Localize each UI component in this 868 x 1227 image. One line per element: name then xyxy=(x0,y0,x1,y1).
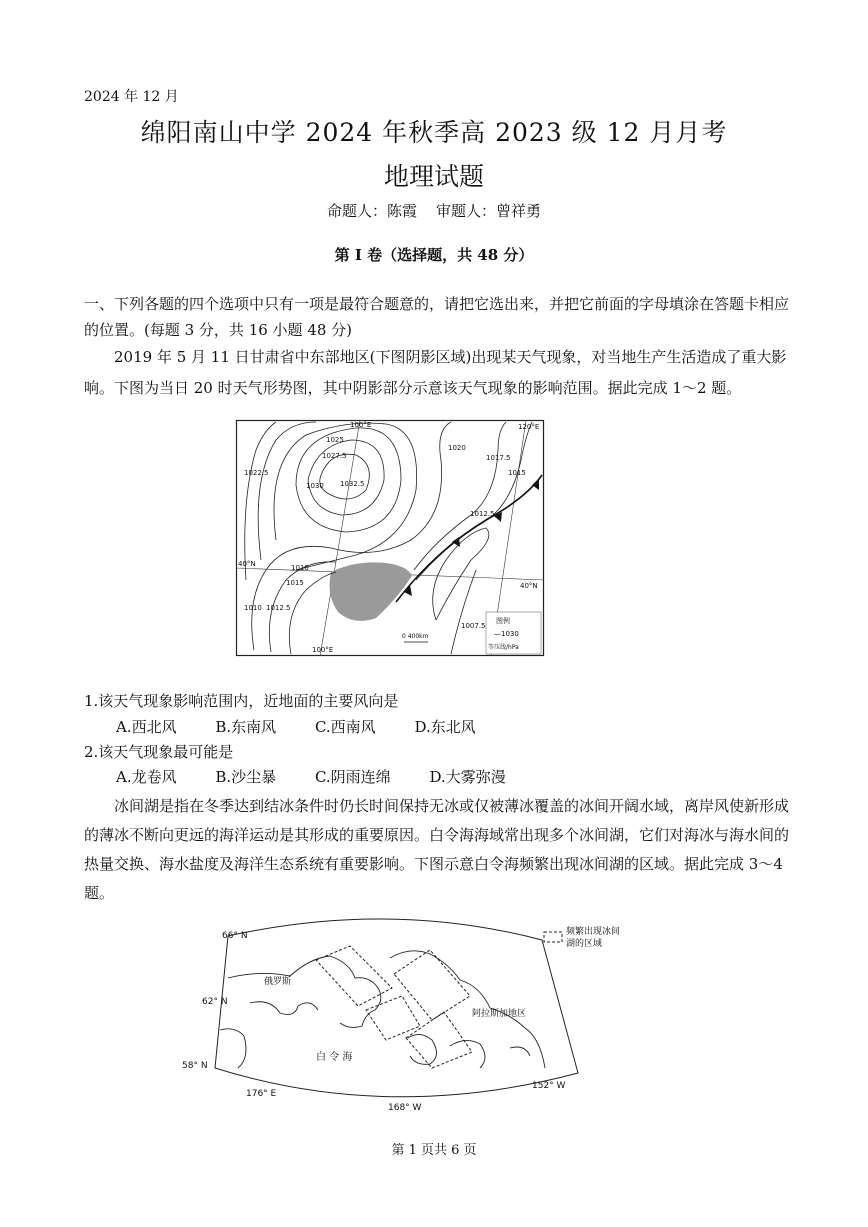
weather-map xyxy=(236,420,544,656)
lon-top-right-label: 120°E xyxy=(518,423,540,431)
option-a[interactable]: A.西北风 xyxy=(116,718,177,736)
isobar-label: 1030 xyxy=(306,482,324,490)
exam-title: 绵阳南山中学 2024 年秋季高 2023 级 12 月月考 xyxy=(140,118,728,147)
svg-text:等压线/hPa: 等压线/hPa xyxy=(488,644,519,651)
alaska-label: 阿拉斯加地区 xyxy=(472,1009,527,1019)
option-d[interactable]: D.大雾弥漫 xyxy=(429,768,506,786)
passage-1: 2019 年 5 月 11 日甘肃省中东部地区(下图阴影区域)出现某天气现象，对当地生产生活造成了重大影响。下图为当日 20 时天气形势图，其中阴影部分示意该天气现象的影响范围。据此完成 1～2 题。 xyxy=(84,348,787,397)
russia-label: 俄罗斯 xyxy=(264,977,292,987)
isobar-label: 1010 xyxy=(244,604,262,612)
option-b[interactable]: B.沙尘暴 xyxy=(215,768,277,786)
lat-right-label: 40°N xyxy=(520,582,538,590)
exam-date: 2024 年 12 月 xyxy=(84,89,179,105)
lat-66-label: 66° N xyxy=(222,931,248,941)
svg-text:—1030: —1030 xyxy=(494,630,519,638)
question-2-stem: 2.该天气现象最可能是 xyxy=(84,743,234,761)
option-c[interactable]: C.西南风 xyxy=(314,718,376,736)
question-1-options xyxy=(116,716,510,737)
map2-legend-label: 频繁出现冰间湖的区域 xyxy=(566,927,621,949)
isobar-label: 1010 xyxy=(291,564,309,572)
section-title: 第 I 卷（选择题，共 48 分） xyxy=(334,246,534,264)
lon-top-label: 100°E xyxy=(350,421,372,429)
page-number: 第 1 页共 6 页 xyxy=(391,1143,477,1158)
isobar-label: 1012.5 xyxy=(266,604,291,612)
isobar-label: 1022.5 xyxy=(244,469,269,477)
section-instruction: 一、下列各题的四个选项中只有一项是最符合题意的，请把它选出来，并把它前面的字母填涂在答题卡相应的位置。(每题 3 分，共 16 小题 48 分) xyxy=(84,295,790,339)
exam-subject: 地理试题 xyxy=(383,162,484,191)
svg-text:图例: 图例 xyxy=(496,617,510,625)
passage-2: 冰间湖是指在冬季达到结冰条件时仍长时间保持无冰或仅被薄冰覆盖的冰间开阔水域，离岸风使新形成的薄冰不断向更远的海洋运动是其形成的重要原因。白令海海域常出现多个冰间湖，它们对海冰与海水间的热量交换、海水盐度及海洋生态系统有重要影响。下图示意白令海频繁出现冰间湖的区域。据此完成 3～4 题。 xyxy=(84,797,790,902)
option-b[interactable]: B.东南风 xyxy=(215,718,277,736)
isobar-label: 1032.5 xyxy=(340,480,365,488)
isobar-label: 1007.5 xyxy=(461,622,486,630)
bering-sea-map xyxy=(180,918,621,1118)
isobar-label: 1027.5 xyxy=(322,452,347,460)
lon-bottom-label: 100°E xyxy=(312,646,334,654)
lat-left-label: 40°N xyxy=(238,560,256,568)
lon-176-label: 176° E xyxy=(246,1089,277,1099)
lon-152-label: 152° W xyxy=(532,1081,566,1091)
option-a[interactable]: A.龙卷风 xyxy=(116,768,177,786)
lat-62-label: 62° N xyxy=(202,997,228,1007)
option-d[interactable]: D.东北风 xyxy=(414,718,476,736)
exam-authors: 命题人：陈霞 审题人：曾祥勇 xyxy=(326,202,542,220)
question-2-options xyxy=(116,766,540,787)
isobar-label: 1015 xyxy=(286,579,304,587)
isobar-label: 1025 xyxy=(326,436,344,444)
map-legend xyxy=(486,612,541,654)
isobar-label: 1012.5 xyxy=(470,510,495,518)
lat-58-label: 58° N xyxy=(182,1061,208,1071)
lon-168-label: 168° W xyxy=(388,1103,422,1113)
isobar-label: 1017.5 xyxy=(486,454,511,462)
option-c[interactable]: C.阴雨连绵 xyxy=(314,768,391,786)
question-1-stem: 1.该天气现象影响范围内，近地面的主要风向是 xyxy=(84,692,399,710)
isobar-label: 1020 xyxy=(448,444,466,452)
svg-text:0 400km: 0 400km xyxy=(402,633,429,640)
bering-sea-label: 白 令 海 xyxy=(316,1052,353,1063)
isobar-label: 1015 xyxy=(508,469,526,477)
